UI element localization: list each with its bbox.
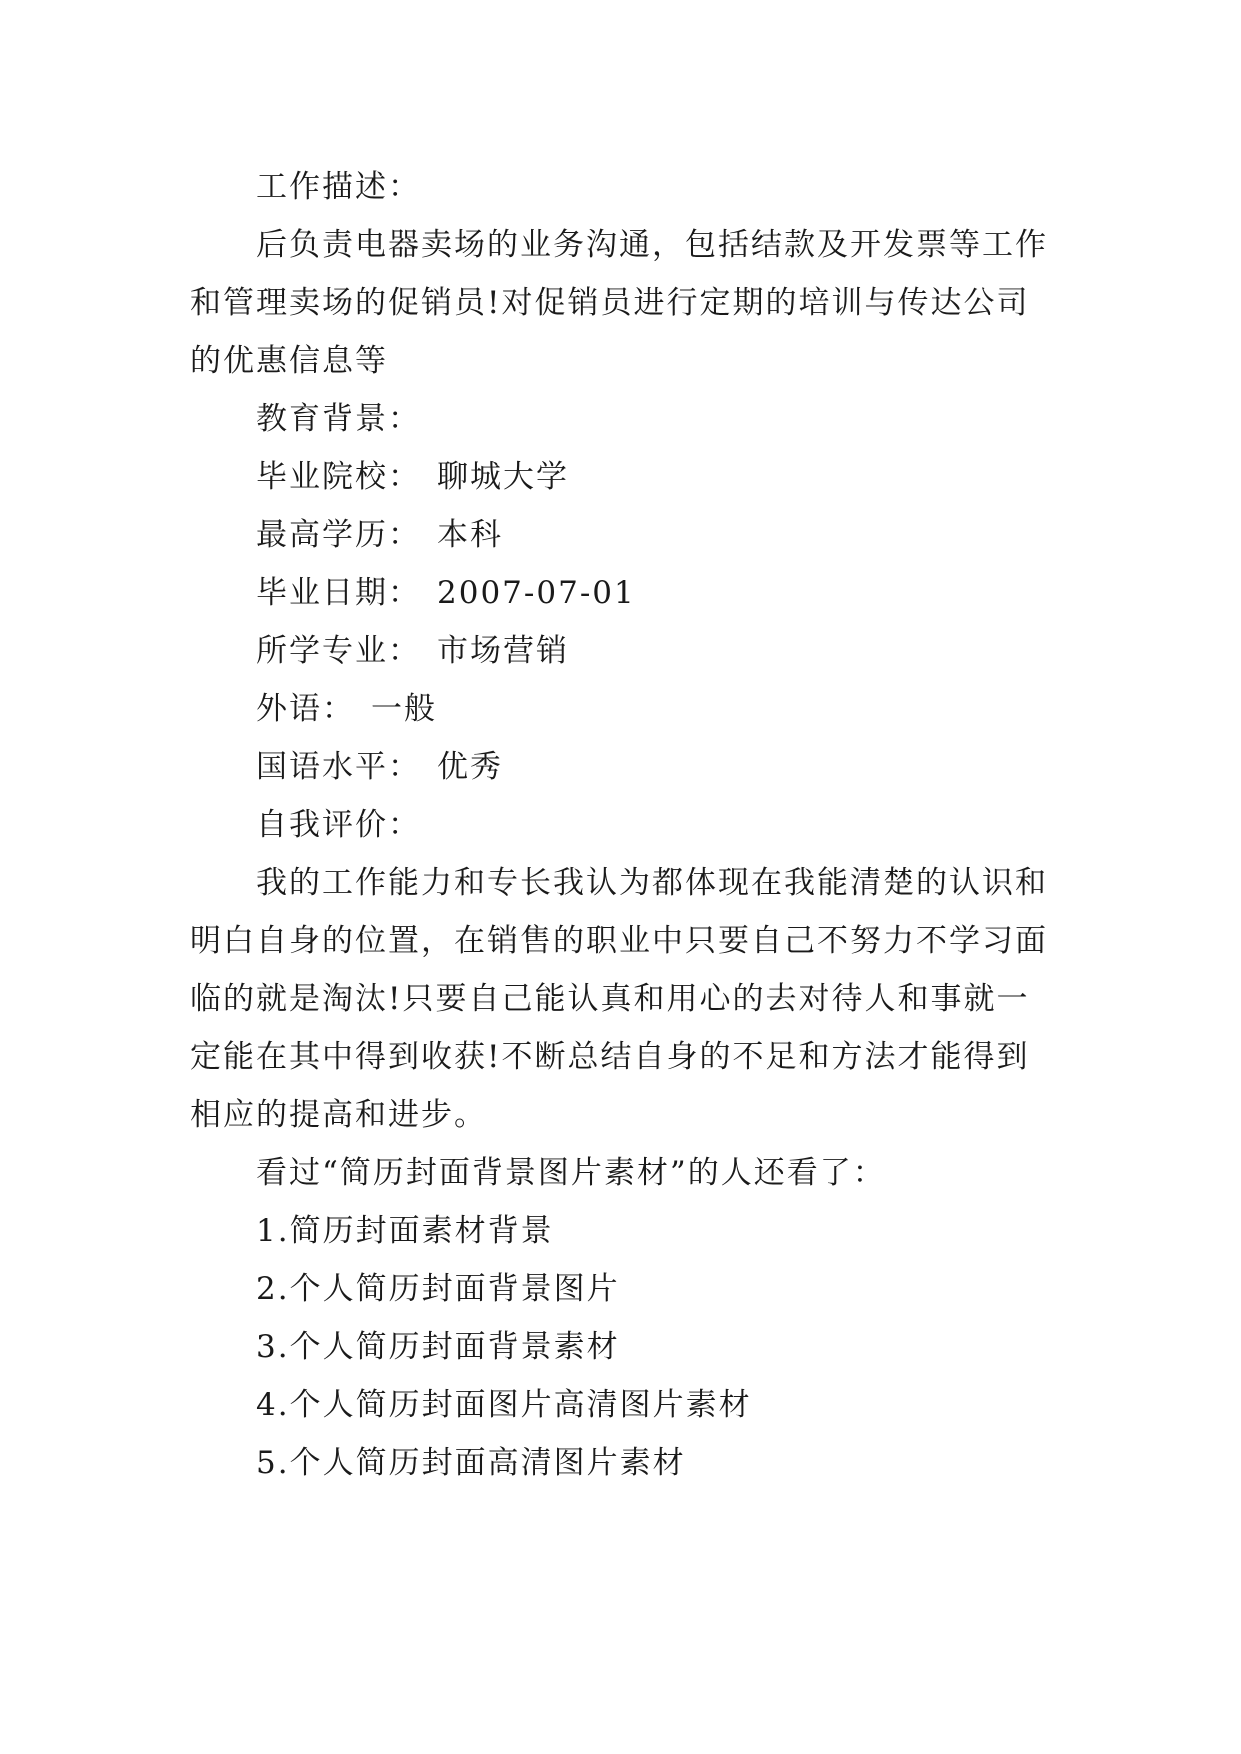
field-value: 聊城大学: [437, 459, 569, 495]
education-heading: 教育背景：: [256, 401, 421, 437]
self-eval-text: 我的工作能力和专长我认为都体现在我能清楚的认识和明白自身的位置，在销售的职业中只要自己不努力不学习面临的就是淘汰!只要自己能认真和用心的去对待人和事就一定能在其中得到收获!不断总结自身的不足和方法才能得到相应的提高和进步。: [190, 865, 1048, 1133]
field-value: 2007-07-01: [437, 575, 636, 611]
field-label: 国语水平：: [256, 749, 421, 785]
related-link-5[interactable]: 5.个人简历封面高清图片素材: [256, 1445, 686, 1481]
field-graduation-date: [190, 564, 1060, 622]
self-eval-heading: 自我评价：: [256, 807, 421, 843]
field-value: 一般: [371, 691, 437, 727]
field-foreign-language: [190, 680, 1060, 738]
field-label: 外语：: [256, 691, 355, 727]
related-link-1[interactable]: 1.简历封面素材背景: [256, 1213, 554, 1249]
related-link-2[interactable]: 2.个人简历封面背景图片: [256, 1271, 620, 1307]
field-degree: [190, 506, 1060, 564]
field-label: 毕业院校：: [256, 459, 421, 495]
field-value: 本科: [437, 517, 503, 553]
work-heading: 工作描述：: [256, 169, 421, 205]
field-label: 最高学历：: [256, 517, 421, 553]
field-label: 所学专业：: [256, 633, 421, 669]
field-label: 毕业日期：: [256, 575, 421, 611]
related-link-4[interactable]: 4.个人简历封面图片高清图片素材: [256, 1387, 752, 1423]
field-major: [190, 622, 1060, 680]
field-school: [190, 448, 1060, 506]
work-description: 后负责电器卖场的业务沟通，包括结款及开发票等工作和管理卖场的促销员!对促销员进行定期的培训与传达公司的优惠信息等: [190, 227, 1048, 379]
field-value: 优秀: [437, 749, 503, 785]
field-value: 市场营销: [437, 633, 569, 669]
related-heading: 看过“简历封面背景图片素材”的人还看了：: [256, 1155, 886, 1191]
field-mandarin-level: [190, 738, 1060, 796]
document-body: [190, 158, 1060, 1492]
related-link-3[interactable]: 3.个人简历封面背景素材: [256, 1329, 620, 1365]
